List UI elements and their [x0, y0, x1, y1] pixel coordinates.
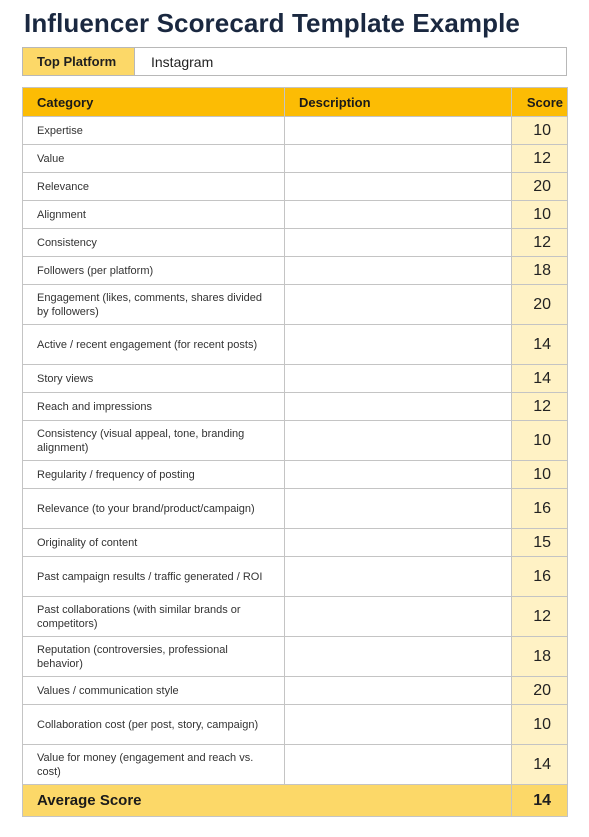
description-cell[interactable] [285, 489, 512, 529]
description-cell[interactable] [285, 201, 512, 229]
average-score-label: Average Score [23, 785, 512, 817]
category-cell: Story views [23, 365, 285, 393]
score-cell[interactable]: 20 [512, 285, 568, 325]
description-cell[interactable] [285, 365, 512, 393]
table-row [23, 677, 568, 705]
description-cell[interactable] [285, 705, 512, 745]
category-cell: Consistency (visual appeal, tone, branding alignment) [23, 421, 285, 461]
description-cell[interactable] [285, 145, 512, 173]
table-row [23, 393, 568, 421]
score-cell[interactable]: 20 [512, 173, 568, 201]
score-cell[interactable]: 18 [512, 637, 568, 677]
description-cell[interactable] [285, 637, 512, 677]
table-row [23, 745, 568, 785]
top-platform-label: Top Platform [23, 48, 135, 75]
average-score-value: 14 [512, 785, 568, 817]
category-cell: Relevance (to your brand/product/campaign) [23, 489, 285, 529]
category-cell: Reach and impressions [23, 393, 285, 421]
score-cell[interactable]: 12 [512, 229, 568, 257]
category-cell: Engagement (likes, comments, shares divided by followers) [23, 285, 285, 325]
score-cell[interactable]: 10 [512, 421, 568, 461]
table-row [23, 257, 568, 285]
table-row [23, 325, 568, 365]
table-row [23, 173, 568, 201]
score-cell[interactable]: 10 [512, 461, 568, 489]
table-row [23, 529, 568, 557]
description-cell[interactable] [285, 393, 512, 421]
score-cell[interactable]: 12 [512, 393, 568, 421]
score-cell[interactable]: 12 [512, 597, 568, 637]
table-row [23, 461, 568, 489]
table-row [23, 489, 568, 529]
description-cell[interactable] [285, 325, 512, 365]
top-platform-box [22, 47, 567, 76]
category-cell: Regularity / frequency of posting [23, 461, 285, 489]
description-header: Description [285, 88, 512, 117]
score-cell[interactable]: 12 [512, 145, 568, 173]
description-cell[interactable] [285, 461, 512, 489]
description-cell[interactable] [285, 285, 512, 325]
table-row [23, 229, 568, 257]
category-cell: Expertise [23, 117, 285, 145]
score-cell[interactable]: 18 [512, 257, 568, 285]
scorecard-table [22, 87, 568, 817]
table-row [23, 597, 568, 637]
description-cell[interactable] [285, 677, 512, 705]
description-cell[interactable] [285, 529, 512, 557]
category-cell: Collaboration cost (per post, story, campaign) [23, 705, 285, 745]
table-row [23, 557, 568, 597]
score-cell[interactable]: 20 [512, 677, 568, 705]
table-row [23, 117, 568, 145]
description-cell[interactable] [285, 117, 512, 145]
table-row [23, 145, 568, 173]
table-row [23, 421, 568, 461]
category-cell: Value [23, 145, 285, 173]
score-cell[interactable]: 10 [512, 705, 568, 745]
table-row [23, 637, 568, 677]
description-cell[interactable] [285, 557, 512, 597]
score-cell[interactable]: 10 [512, 117, 568, 145]
page-title: Influencer Scorecard Template Example [24, 8, 520, 38]
description-cell[interactable] [285, 421, 512, 461]
score-cell[interactable]: 14 [512, 325, 568, 365]
description-cell[interactable] [285, 229, 512, 257]
category-cell: Alignment [23, 201, 285, 229]
table-header-row [23, 88, 568, 117]
score-header: Score [512, 88, 568, 117]
category-cell: Values / communication style [23, 677, 285, 705]
category-cell: Reputation (controversies, professional behavior) [23, 637, 285, 677]
top-platform-value[interactable]: Instagram [151, 53, 214, 70]
category-cell: Past collaborations (with similar brands or competitors) [23, 597, 285, 637]
average-row [23, 785, 568, 817]
category-cell: Relevance [23, 173, 285, 201]
table-row [23, 705, 568, 745]
score-cell[interactable]: 16 [512, 489, 568, 529]
category-cell: Value for money (engagement and reach vs. cost) [23, 745, 285, 785]
score-cell[interactable]: 14 [512, 745, 568, 785]
table-row [23, 285, 568, 325]
category-header: Category [23, 88, 285, 117]
description-cell[interactable] [285, 257, 512, 285]
table-row [23, 365, 568, 393]
description-cell[interactable] [285, 597, 512, 637]
description-cell[interactable] [285, 745, 512, 785]
table-row [23, 201, 568, 229]
description-cell[interactable] [285, 173, 512, 201]
score-cell[interactable]: 15 [512, 529, 568, 557]
category-cell: Active / recent engagement (for recent posts) [23, 325, 285, 365]
category-cell: Followers (per platform) [23, 257, 285, 285]
category-cell: Originality of content [23, 529, 285, 557]
score-cell[interactable]: 10 [512, 201, 568, 229]
score-cell[interactable]: 16 [512, 557, 568, 597]
category-cell: Consistency [23, 229, 285, 257]
score-cell[interactable]: 14 [512, 365, 568, 393]
category-cell: Past campaign results / traffic generated / ROI [23, 557, 285, 597]
